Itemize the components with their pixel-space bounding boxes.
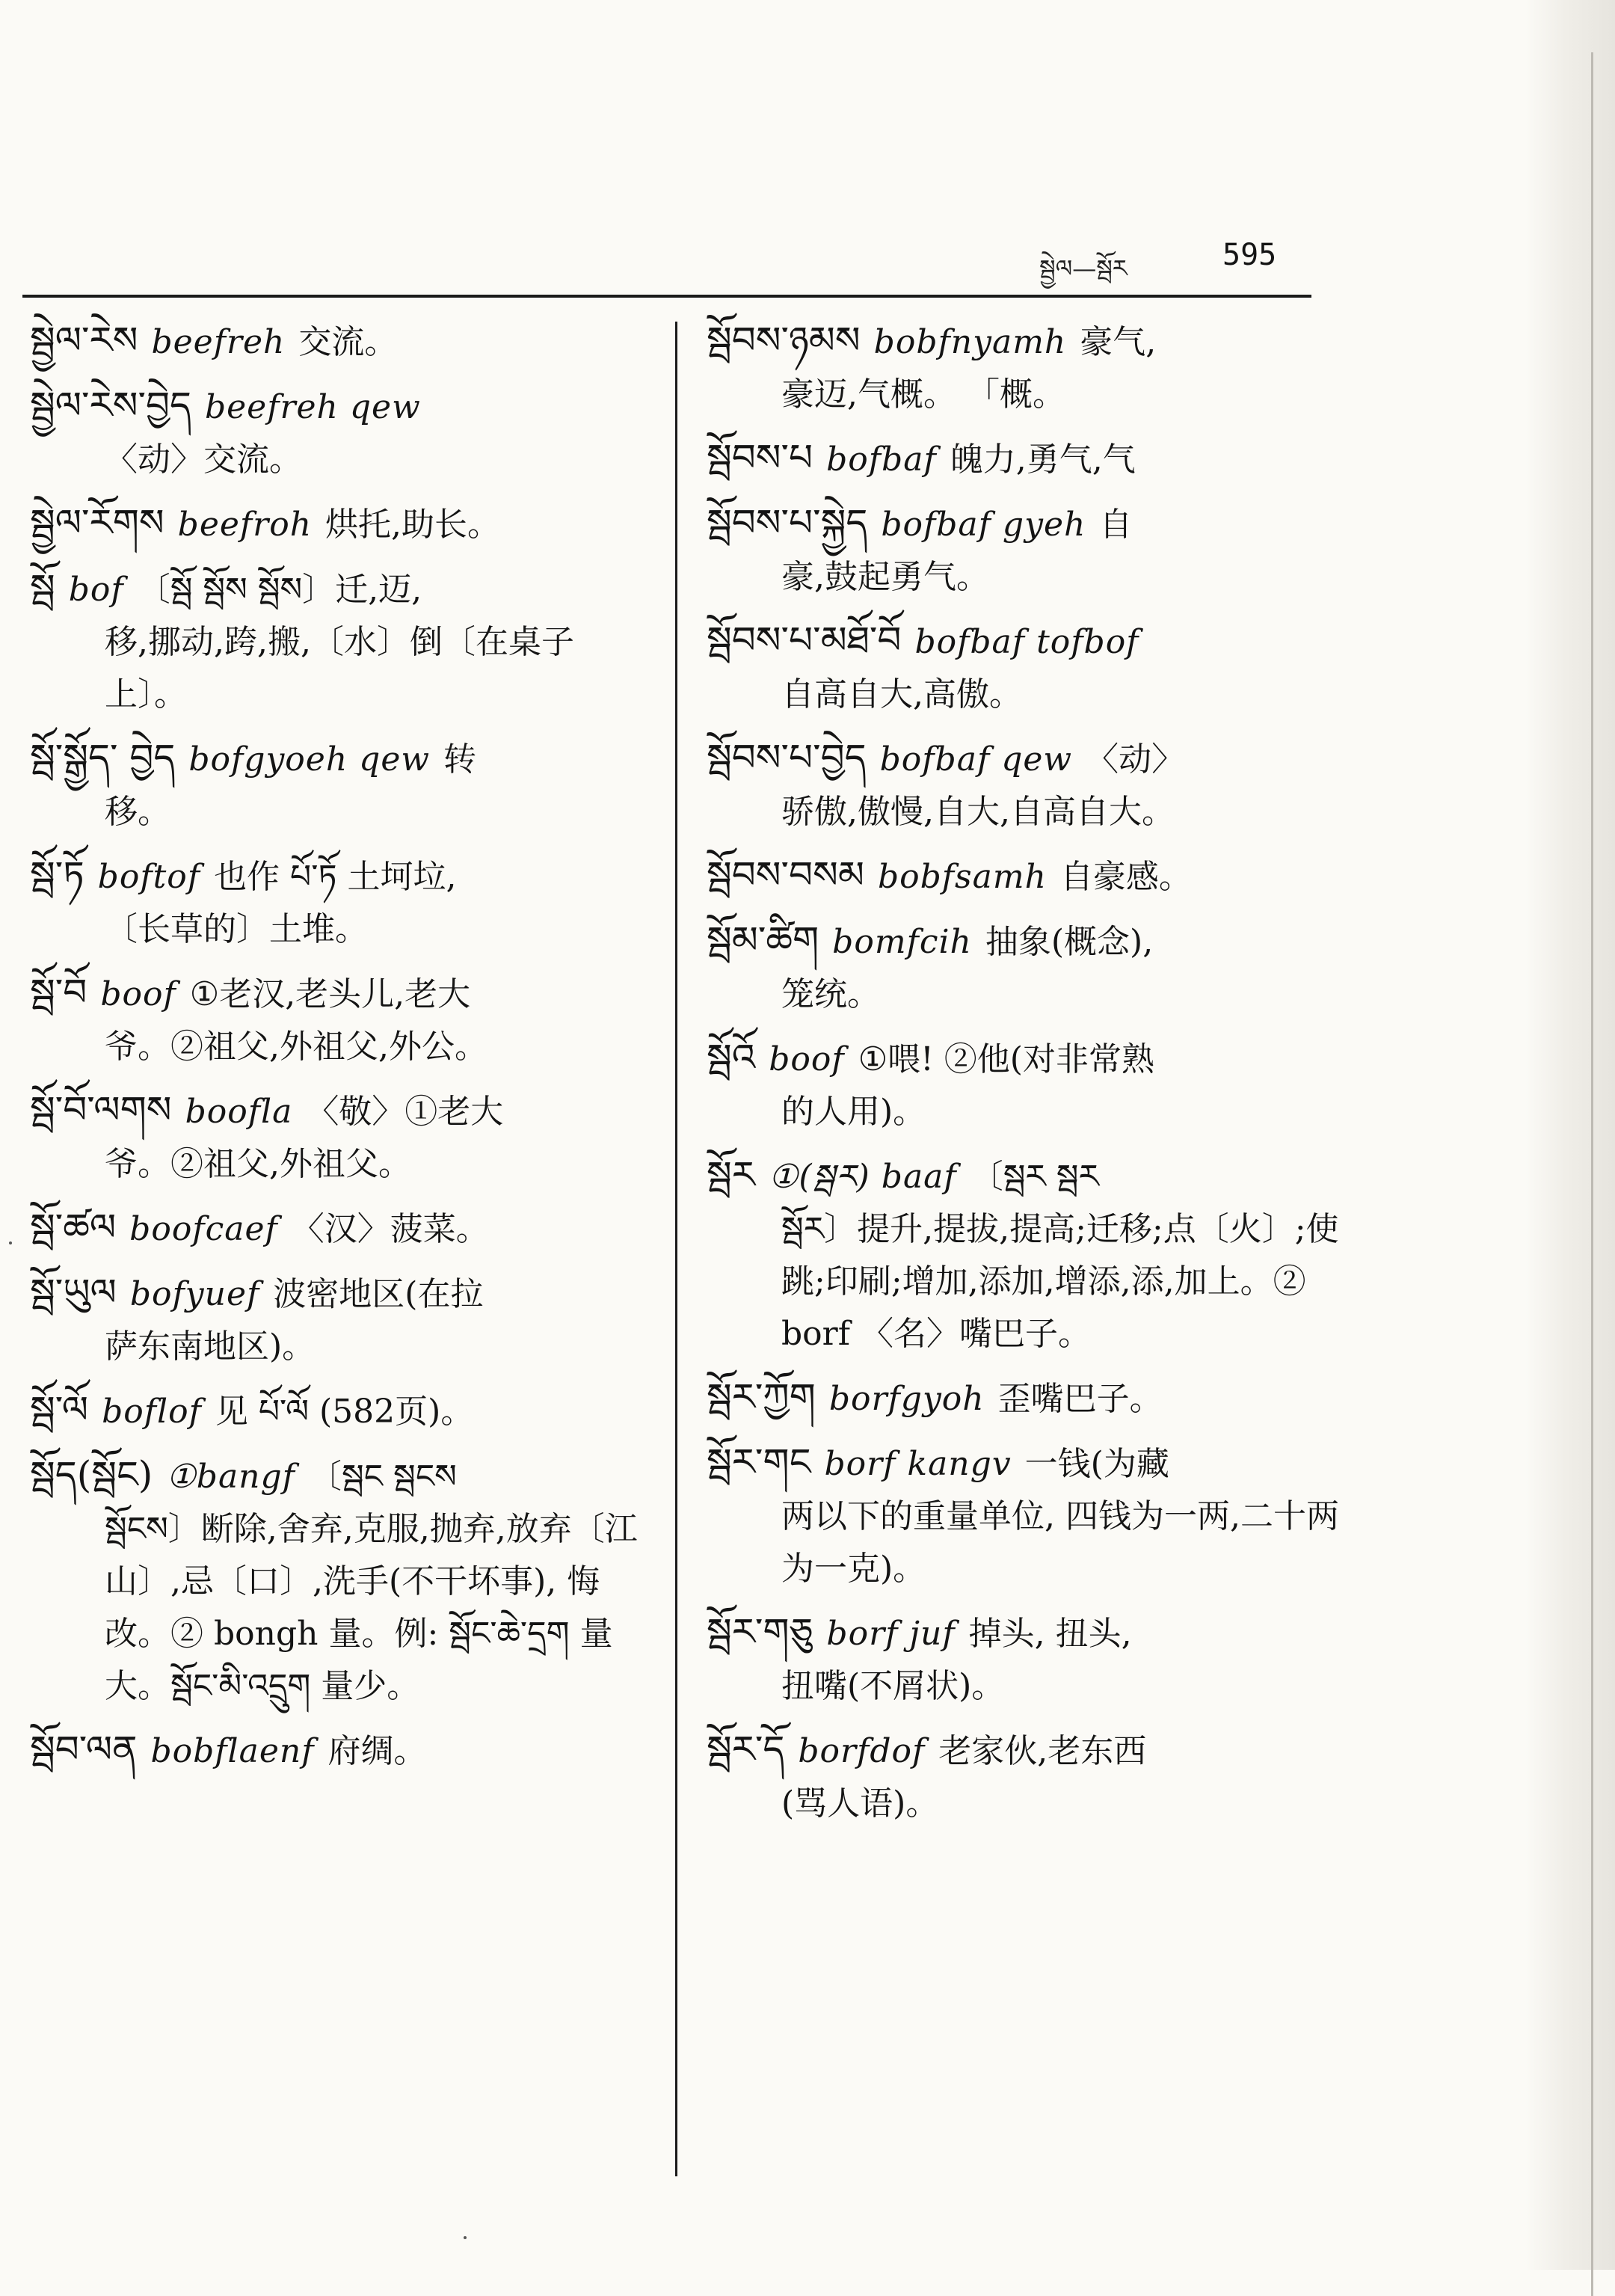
dictionary-entry bbox=[707, 314, 1350, 421]
dictionary-entry bbox=[707, 914, 1350, 1021]
headword-tibetan: སྦོ་བོ་ལགས bbox=[30, 1088, 172, 1132]
headword-tibetan: སྦོར་གཅུ bbox=[707, 1610, 813, 1654]
column-divider bbox=[675, 322, 677, 2176]
right-column bbox=[707, 314, 1350, 1841]
entry-continuation: 的人用)。 bbox=[781, 1093, 926, 1131]
entry-headline bbox=[707, 432, 1350, 486]
headword-romanization: boflof bbox=[102, 1393, 202, 1431]
paper-speck bbox=[464, 2236, 467, 2239]
headword-romanization: boof bbox=[100, 975, 176, 1013]
entry-definition: 抽象(概念), bbox=[985, 923, 1154, 961]
headword-tibetan: སྦོབས་པ་མཐོ་བོ bbox=[707, 618, 902, 662]
headword-romanization: bofyuef bbox=[129, 1275, 260, 1313]
headword-tibetan: སྦོབས་པ་བྱེད bbox=[707, 736, 867, 779]
headword-romanization: bofbaf bbox=[826, 441, 937, 479]
entry-definition: 自豪感。 bbox=[1059, 858, 1192, 896]
entry-headline bbox=[30, 1384, 654, 1438]
headword-romanization: bobfsamh bbox=[877, 858, 1047, 896]
entry-headline bbox=[30, 1723, 654, 1778]
entry-headline bbox=[707, 1371, 1350, 1425]
dictionary-entry bbox=[30, 1449, 654, 1713]
headword-tibetan: སྦོབས་ཉམས bbox=[707, 319, 861, 362]
headword-tibetan: སྦོབ་ལན bbox=[30, 1728, 138, 1771]
page-number: 595 bbox=[1222, 238, 1277, 272]
page-edge-shadow bbox=[1525, 0, 1615, 2270]
headword-romanization: bofbaf gyeh bbox=[881, 506, 1086, 544]
entry-headline bbox=[707, 1031, 1350, 1086]
entry-definition: 掉头, 扭头, bbox=[968, 1615, 1132, 1653]
headword-romanization: boofcaef bbox=[129, 1210, 278, 1248]
paper-speck bbox=[9, 1241, 12, 1244]
entry-definition: 见 པོ་ལོ (582页)。 bbox=[215, 1393, 474, 1431]
entry-definition: 一钱(为藏 bbox=[1024, 1445, 1169, 1483]
headword-romanization: bofgyoeh qew bbox=[188, 740, 431, 779]
dictionary-entry bbox=[30, 1266, 654, 1373]
headword-tibetan: སྦོད(སྦོང) bbox=[30, 1453, 153, 1497]
headword-tibetan: སྦོ bbox=[30, 566, 55, 610]
headword-romanization: beefreh bbox=[151, 323, 286, 361]
dictionary-entry bbox=[707, 497, 1350, 604]
entry-continuation: 〈动〉交流。 bbox=[105, 441, 302, 479]
dictionary-entry bbox=[30, 1384, 654, 1438]
entry-definition: 府绸。 bbox=[327, 1732, 427, 1770]
entry-headline bbox=[30, 497, 654, 551]
headword-tibetan: སྦོབས་པ་སྐྱེད bbox=[707, 501, 868, 544]
headword-romanization: ①(སྦར) baaf bbox=[768, 1158, 957, 1196]
headword-romanization: beefroh bbox=[177, 506, 313, 544]
entry-definition: ①老汉,老头儿,老大 bbox=[189, 975, 471, 1013]
headword-tibetan: སྦོ་བོ bbox=[30, 971, 87, 1014]
headword-tibetan: སྦྱེལ་རོགས bbox=[30, 501, 164, 544]
entry-continuation: 爷。②祖父,外祖父,外公。 bbox=[105, 1028, 487, 1066]
headword-romanization: borf juf bbox=[826, 1615, 956, 1653]
headword-tibetan: སྦོམ་ཚིག bbox=[707, 918, 819, 962]
entry-continuation: 骄傲,傲慢,自大,自高自大。 bbox=[781, 793, 1175, 831]
dictionary-entry bbox=[707, 432, 1350, 486]
headword-romanization: borf kangv bbox=[824, 1445, 1012, 1483]
headword-tibetan: སྦོ་ཡུལ bbox=[30, 1271, 117, 1314]
dictionary-entry bbox=[30, 562, 654, 721]
headword-romanization: bofbaf tofbof bbox=[914, 623, 1139, 661]
entry-continuation: 移,挪动,跨,搬,〔水〕倒〔在桌子上〕。 bbox=[105, 623, 574, 713]
header-rule bbox=[22, 295, 1311, 298]
headword-romanization: borfdof bbox=[798, 1732, 926, 1770]
entry-definition: 自 bbox=[1099, 506, 1133, 544]
entry-headline bbox=[707, 849, 1350, 903]
dictionary-entry bbox=[707, 1723, 1350, 1830]
entry-definition: 〔སྦར སྦར bbox=[970, 1158, 1099, 1196]
headword-tibetan: སྦོར་དོ bbox=[707, 1728, 785, 1771]
entry-headline bbox=[30, 379, 654, 434]
headword-tibetan: སྦྱེལ་རེས bbox=[30, 319, 138, 362]
entry-definition: 〈敬〉①老大 bbox=[306, 1093, 504, 1131]
entry-definition: 〈汉〉菠菜。 bbox=[291, 1210, 489, 1248]
entry-headline bbox=[30, 314, 654, 369]
dictionary-entry bbox=[707, 614, 1350, 721]
headword-tibetan: སྦོ་ཏོ bbox=[30, 853, 84, 897]
headword-tibetan: སྦོ་སྒྱོད་ བྱེད bbox=[30, 736, 176, 779]
entry-definition: 烘托,助长。 bbox=[325, 506, 501, 544]
headword-romanization: borfgyoh bbox=[828, 1380, 985, 1418]
entry-continuation: 豪迈,气概。 「概。 bbox=[781, 375, 1065, 414]
dictionary-entry bbox=[30, 314, 654, 369]
headword-romanization: bobflaenf bbox=[150, 1732, 315, 1770]
entry-headline bbox=[30, 966, 654, 1021]
dictionary-entry bbox=[707, 1031, 1350, 1138]
dictionary-entry bbox=[707, 1436, 1350, 1595]
headword-romanization: bobfnyamh bbox=[873, 323, 1067, 361]
headword-tibetan: སྦྱེལ་རེས་བྱེད bbox=[30, 384, 191, 427]
dictionary-entry bbox=[30, 379, 654, 486]
dictionary-entry bbox=[30, 1723, 654, 1778]
dictionary-entry bbox=[707, 1606, 1350, 1713]
entry-continuation: སྦོངས〕断除,舍弃,克服,抛弃,放弃〔江山〕,忌〔口〕,洗手(不干坏事), 悔改。② bongh 量。例: སྦོང་ཆེ་དྲག 量大。སྦོང་མི་འདྲུག 量少。 bbox=[105, 1510, 638, 1705]
entry-continuation: 豪,鼓起勇气。 bbox=[781, 558, 989, 596]
entry-definition: 交流。 bbox=[298, 323, 398, 361]
entry-definition: 也作 པོ་ཏོ 土坷垃, bbox=[214, 858, 457, 896]
entry-headline bbox=[30, 849, 654, 903]
entry-headline bbox=[707, 497, 1350, 551]
dictionary-entry bbox=[707, 1149, 1350, 1360]
headword-romanization: bofbaf qew bbox=[879, 740, 1073, 779]
entry-headline bbox=[707, 731, 1350, 786]
entry-definition: 〈动〉 bbox=[1086, 740, 1185, 779]
dictionary-entry bbox=[30, 497, 654, 551]
headword-tibetan: སྦོ་ལོ bbox=[30, 1388, 89, 1431]
entry-definition: 豪气, bbox=[1080, 323, 1157, 361]
dictionary-entry bbox=[707, 731, 1350, 838]
entry-continuation: (骂人语)。 bbox=[781, 1784, 939, 1823]
entry-continuation: 笼统。 bbox=[781, 975, 880, 1013]
entry-headline bbox=[707, 1149, 1350, 1203]
headword-tibetan: སྦོབས་བསམ bbox=[707, 853, 864, 897]
headword-romanization: boofla bbox=[185, 1093, 293, 1131]
headword-romanization: bomfcih bbox=[832, 923, 972, 961]
headword-tibetan: སྦོ་ཚལ bbox=[30, 1206, 117, 1249]
dictionary-entry bbox=[30, 849, 654, 956]
entry-headline bbox=[30, 1201, 654, 1256]
headword-tibetan: སྦོར་གང bbox=[707, 1440, 811, 1484]
dictionary-entry bbox=[707, 849, 1350, 903]
page-edge-line bbox=[1591, 52, 1593, 2296]
entry-continuation: 萨东南地区)。 bbox=[105, 1327, 316, 1366]
headword-romanization: bof bbox=[68, 571, 124, 609]
dictionary-entry bbox=[30, 966, 654, 1073]
entry-continuation: 移。 bbox=[105, 793, 170, 831]
entry-headline bbox=[30, 731, 654, 786]
entry-headline bbox=[707, 1606, 1350, 1660]
headword-tibetan: སྦོར bbox=[707, 1153, 755, 1197]
headword-romanization: boof bbox=[769, 1040, 845, 1078]
entry-headline bbox=[30, 1449, 654, 1503]
entry-continuation: 〔长草的〕土堆。 bbox=[105, 910, 368, 948]
entry-definition: 〔སྦོ སྦོས སྦོས〕迁,迈, bbox=[137, 571, 422, 609]
entry-continuation: སྦོར〕提升,提拔,提高;迁移;点〔火〕;使跳;印刷;增加,添加,增添,添,加上。② borf 〈名〉嘴巴子。 bbox=[781, 1210, 1339, 1353]
dictionary-entry bbox=[30, 1084, 654, 1191]
headword-tibetan: སྦོབས་པ bbox=[707, 436, 813, 479]
entry-headline bbox=[30, 1266, 654, 1321]
entry-definition: 歪嘴巴子。 bbox=[997, 1380, 1163, 1418]
entry-headline bbox=[707, 614, 1350, 669]
entry-headline bbox=[30, 1084, 654, 1138]
entry-continuation: 两以下的重量单位, 四钱为一两,二十两为一克)。 bbox=[781, 1497, 1339, 1588]
entry-definition: 魄力,勇气,气 bbox=[950, 441, 1136, 479]
dictionary-entry bbox=[30, 1201, 654, 1256]
page-header bbox=[1039, 238, 1308, 283]
entry-definition: 老家伙,老东西 bbox=[938, 1732, 1147, 1770]
entry-headline bbox=[707, 1723, 1350, 1778]
entry-headline bbox=[707, 314, 1350, 369]
entry-headline bbox=[707, 914, 1350, 969]
headword-tibetan: སྦོའོ bbox=[707, 1036, 756, 1079]
header-entry-range: སྦྱེལ—སྦོར bbox=[1039, 254, 1128, 283]
headword-tibetan: སྦོར་ཀྱོག bbox=[707, 1375, 816, 1419]
entry-definition: 波密地区(在拉 bbox=[273, 1275, 484, 1313]
entry-continuation: 爷。②祖父,外祖父。 bbox=[105, 1145, 411, 1183]
entry-definition: 转 bbox=[443, 740, 477, 779]
left-column bbox=[30, 314, 654, 1788]
entry-headline bbox=[30, 562, 654, 616]
headword-romanization: ①bangf bbox=[166, 1458, 295, 1496]
entry-continuation: 自高自大,高傲。 bbox=[781, 675, 1022, 713]
headword-romanization: beefreh qew bbox=[204, 388, 421, 426]
dictionary-entry bbox=[707, 1371, 1350, 1425]
entry-definition: 〔སྦང སྦངས bbox=[308, 1458, 457, 1496]
entry-headline bbox=[707, 1436, 1350, 1491]
entry-definition: ①喂! ②他(对非常熟 bbox=[858, 1040, 1154, 1078]
headword-romanization: boftof bbox=[97, 858, 201, 896]
dictionary-entry bbox=[30, 731, 654, 838]
entry-continuation: 扭嘴(不屑状)。 bbox=[781, 1667, 1005, 1705]
